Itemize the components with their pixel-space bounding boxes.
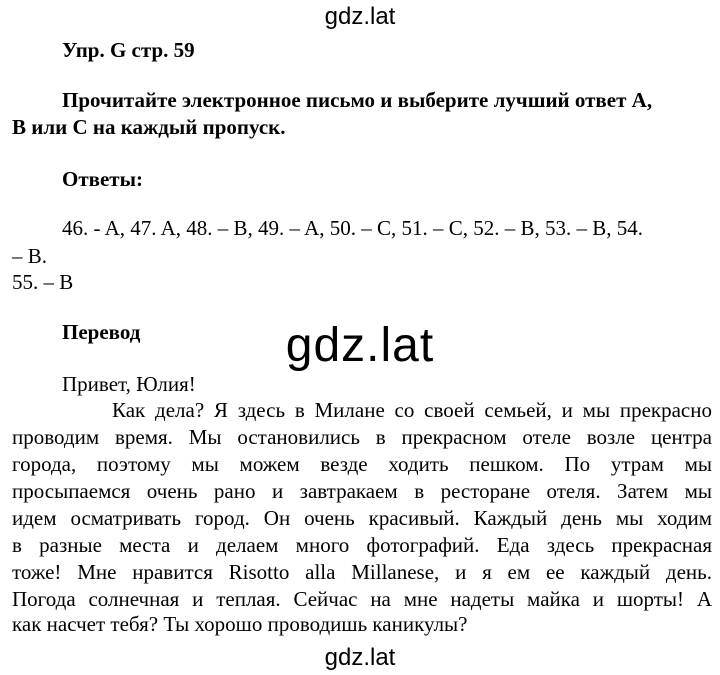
watermark-top: gdz.lat (324, 3, 396, 30)
letter-line: города, поэтому мы можем везде ходить пешком. По утрам мы (12, 452, 712, 476)
letter-line: тоже! Мне нравится Risotto alla Millanese, и я ем ее каждый день. (12, 560, 712, 584)
letter-line: Как дела? Я здесь в Милане со своей семьей, и мы прекрасно (112, 398, 712, 422)
watermark-middle: gdz.lat (285, 319, 435, 372)
answers-line-2: – B. (12, 244, 48, 268)
letter-greeting: Привет, Юлия! (62, 372, 196, 396)
watermark-bottom: gdz.lat (324, 644, 396, 671)
task-line-2: B или C на каждый пропуск. (12, 115, 286, 139)
answers-heading: Ответы: (62, 167, 144, 191)
letter-line: идем осматривать город. Он очень красивый. Каждый день мы ходим (12, 506, 712, 530)
exercise-title: Упр. G стр. 59 (62, 38, 195, 62)
translation-heading: Перевод (62, 320, 141, 344)
letter-line: проводим время. Мы остановились в прекрасном отеле возле центра (12, 425, 712, 449)
letter-line: Погода солнечная и теплая. Сейчас на мне надеты майка и шорты! А (12, 587, 712, 611)
letter-line: как насчет тебя? Ты хорошо проводишь каникулы? (12, 612, 468, 636)
task-instruction (12, 87, 712, 141)
task-line-1: Прочитайте электронное письмо и выберите лучший ответ A, (62, 88, 653, 112)
letter-line: в разные места и делаем много фотографий. Еда здесь прекрасная (12, 533, 712, 557)
answers-line-3: 55. – B (12, 270, 74, 294)
letter-line: просыпаемся очень рано и завтракаем в ресторане отеля. Затем мы (12, 479, 712, 503)
answers-line-1: 46. - A, 47. A, 48. – B, 49. – A, 50. – C, 51. – C, 52. – B, 53. – B, 54. (62, 216, 644, 240)
